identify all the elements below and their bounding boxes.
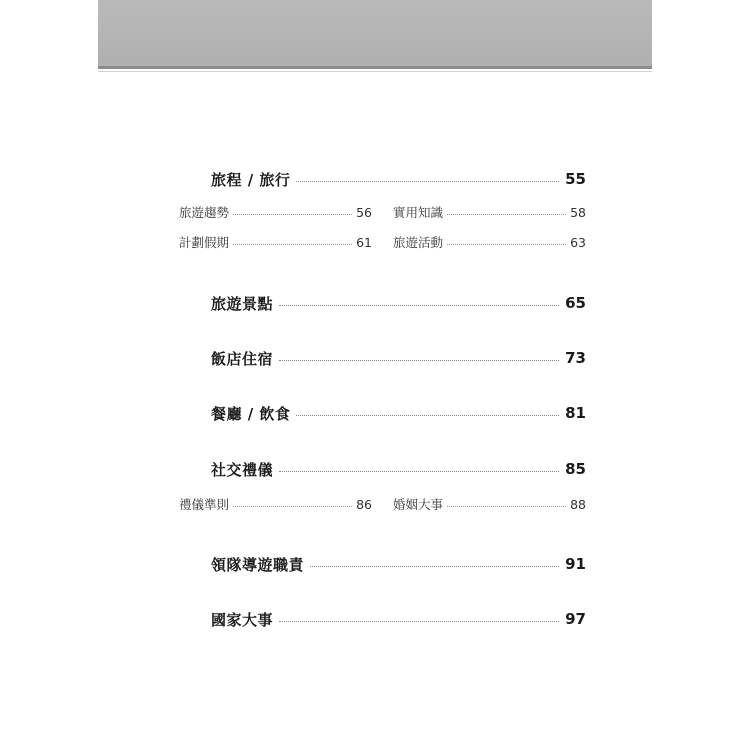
toc-subentry-title: 實用知識 (393, 205, 444, 220)
dot-leader (279, 305, 559, 306)
toc-subentry-page: 86 (356, 496, 372, 512)
dot-leader (233, 214, 352, 215)
toc-subentry-page: 61 (356, 234, 372, 250)
dot-leader (279, 360, 559, 361)
toc-entry-hotel[interactable] (211, 346, 586, 370)
toc-entry-guide-duties[interactable] (211, 552, 586, 576)
toc-subentry-page: 58 (570, 204, 586, 220)
toc-entry-title: 飯店住宿 (211, 349, 274, 368)
toc-entry-etiquette[interactable] (211, 457, 586, 481)
toc-subentry-travel-trends[interactable] (179, 203, 372, 221)
toc-subentry-page: 56 (356, 204, 372, 220)
header-band (98, 0, 652, 69)
toc-subentry-marriage[interactable] (393, 495, 586, 513)
toc-entry-title: 餐廳 / 飲食 (211, 404, 291, 423)
toc-subentry-title: 婚姻大事 (393, 497, 444, 512)
toc-subentry-title: 旅遊活動 (393, 235, 444, 250)
dot-leader (447, 506, 566, 507)
toc-entry-title: 領隊導遊職責 (211, 555, 305, 574)
toc-entry-page: 97 (565, 610, 586, 628)
toc-entry-page: 65 (565, 294, 586, 312)
toc-subentry-page: 63 (570, 234, 586, 250)
toc-subentry-plan-holiday[interactable] (179, 233, 372, 251)
toc-entry-page: 73 (565, 349, 586, 367)
toc-subentry-practical-knowledge[interactable] (393, 203, 586, 221)
dot-leader (233, 244, 352, 245)
dot-leader (310, 566, 559, 567)
toc-entry-national-affairs[interactable] (211, 607, 586, 631)
toc-entry-dining[interactable] (211, 401, 586, 425)
toc-entry-attractions[interactable] (211, 291, 586, 315)
toc-subentry-title: 禮儀準則 (179, 497, 230, 512)
dot-leader (279, 621, 559, 622)
toc-entry-title: 國家大事 (211, 610, 274, 629)
toc-subentry-travel-activities[interactable] (393, 233, 586, 251)
toc-subentry-title: 計劃假期 (179, 235, 230, 250)
dot-leader (447, 214, 566, 215)
dot-leader (296, 181, 559, 182)
dot-leader (296, 415, 559, 416)
dot-leader (279, 471, 559, 472)
toc-entry-title: 社交禮儀 (211, 460, 274, 479)
dot-leader (233, 506, 352, 507)
toc-entry-title: 旅遊景點 (211, 294, 274, 313)
toc-entry-page: 55 (565, 170, 586, 188)
dot-leader (447, 244, 566, 245)
toc-subentry-page: 88 (570, 496, 586, 512)
toc-entry-travel[interactable] (211, 167, 586, 191)
toc-entry-page: 81 (565, 404, 586, 422)
toc-subentry-etiquette-rules[interactable] (179, 495, 372, 513)
toc-entry-title: 旅程 / 旅行 (211, 170, 291, 189)
toc-entry-page: 85 (565, 460, 586, 478)
toc-subentry-title: 旅遊趨勢 (179, 205, 230, 220)
toc-entry-page: 91 (565, 555, 586, 573)
